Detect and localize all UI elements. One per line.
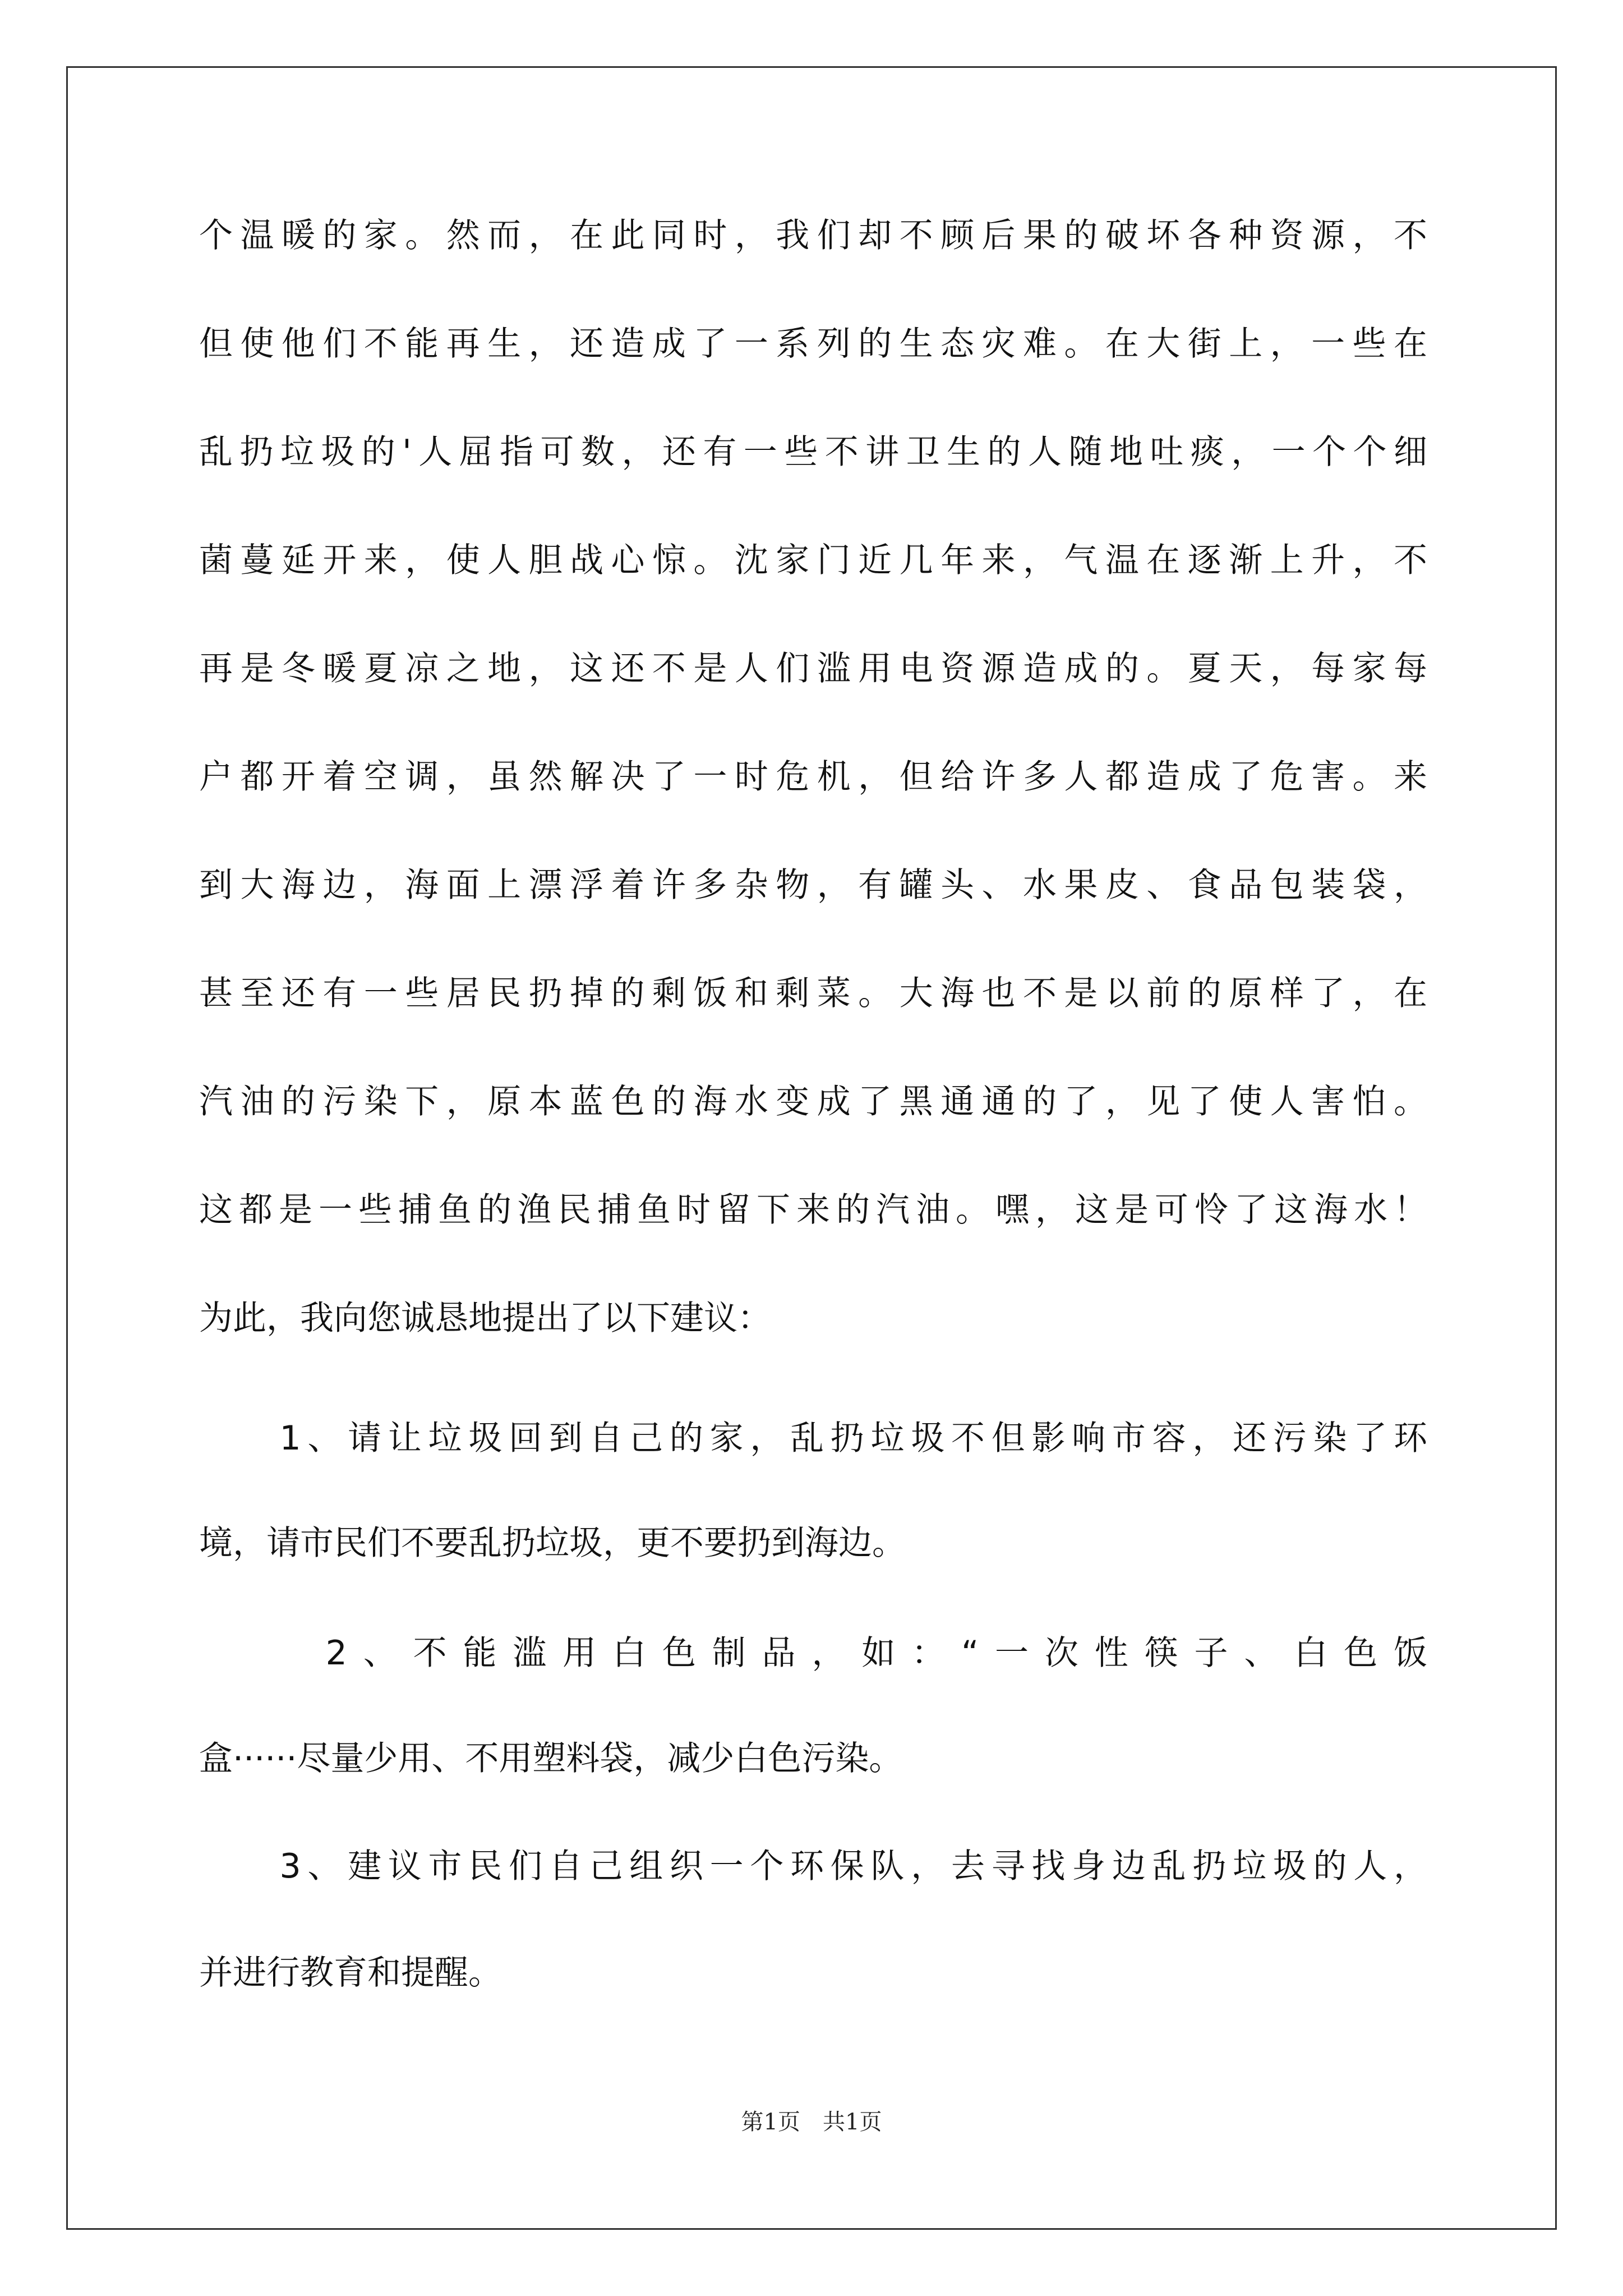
text-line: 盒······尽量少用、不用塑料袋，减少白色污染。 <box>199 1739 903 1778</box>
text-line: 并进行教育和提醒。 <box>199 1953 502 1993</box>
text-line: 但使他们不能再生，还造成了一系列的生态灾难。在大街上，一些在 <box>199 324 1427 364</box>
text-line: 菌蔓延开来，使人胆战心惊。沈家门近几年来，气温在逐渐上升，不 <box>199 541 1427 580</box>
text-line: 境，请市民们不要乱扔垃圾，更不要扔到海边。 <box>199 1524 906 1563</box>
page-number: 第1页 共1页 <box>741 2109 882 2135</box>
text-line: 甚至还有一些居民扔掉的剩饭和剩菜。大海也不是以前的原样了，在 <box>199 974 1427 1013</box>
text-line: 再是冬暖夏凉之地，这还不是人们滥用电资源造成的。夏天，每家每 <box>199 649 1427 688</box>
page-border <box>66 66 1557 2230</box>
text-line: 这都是一些捕鱼的渔民捕鱼时留下来的汽油。嘿，这是可怜了这海水！ <box>199 1190 1427 1230</box>
text-line: 到大海边，海面上漂浮着许多杂物，有罐头、水果皮、食品包装袋， <box>199 866 1427 905</box>
text-line: 汽油的污染下，原本蓝色的海水变成了黑通通的了，见了使人害怕。 <box>199 1082 1427 1121</box>
text-line: 个温暖的家。然而，在此同时，我们却不顾后果的破坏各种资源，不 <box>199 216 1427 255</box>
text-line: 为此，我向您诚恳地提出了以下建议： <box>199 1299 771 1338</box>
text-line: 1、请让垃圾回到自己的家，乱扔垃圾不但影响市容，还污染了环 <box>199 1419 1427 1458</box>
text-line: 2、不能滥用白色制品，如：“一次性筷子、白色饭 <box>199 1634 1427 1673</box>
text-line: 3、建议市民们自己组织一个环保队，去寻找身边乱扔垃圾的人， <box>199 1847 1427 1886</box>
text-line: 户都开着空调，虽然解决了一时危机，但给许多人都造成了危害。来 <box>199 757 1427 797</box>
text-line: 乱扔垃圾的'人屈指可数，还有一些不讲卫生的人随地吐痰，一个个细 <box>199 432 1427 472</box>
